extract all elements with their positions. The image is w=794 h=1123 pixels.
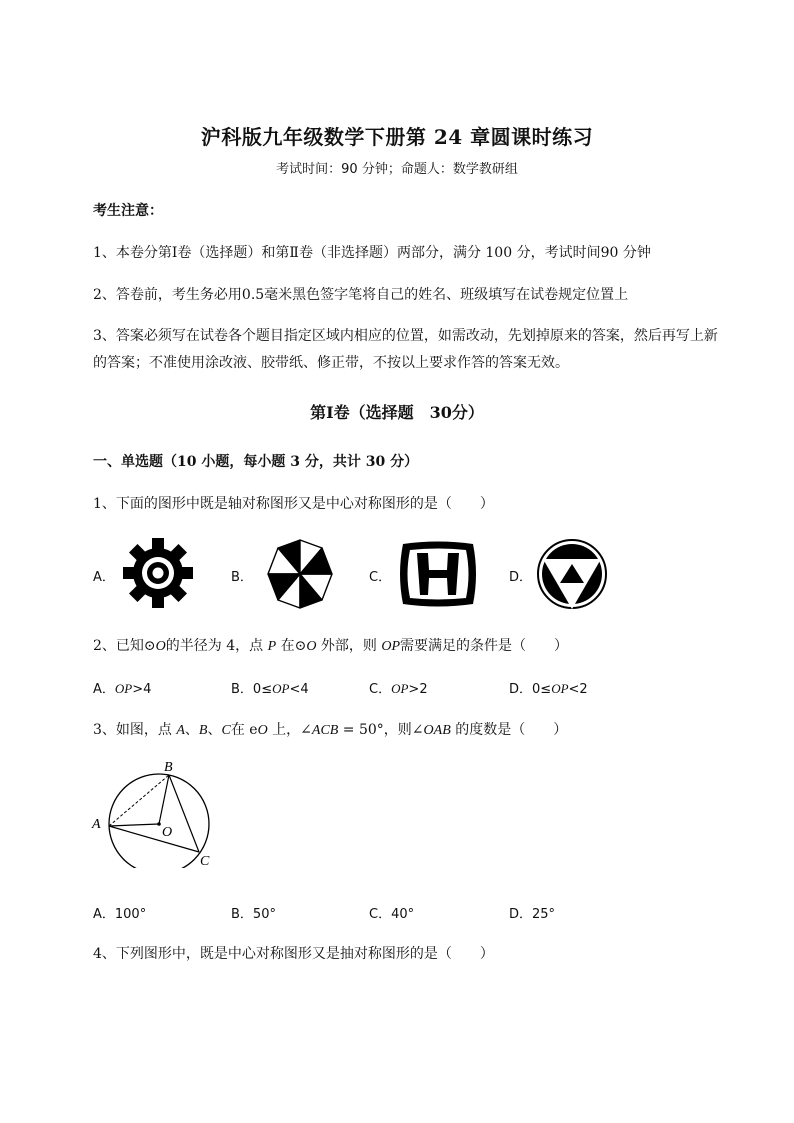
q2-option-c: C．OP>2: [369, 681, 428, 697]
question-4: 4、下列图形中，既是中心对称图形又是抽对称图形的是（ ）: [93, 946, 494, 962]
honda-logo-icon: [397, 540, 479, 608]
question-1: 1、下面的图形中既是轴对称图形又是中心对称图形的是（ ）: [93, 496, 494, 512]
q1-option-c-label: C．: [369, 570, 392, 585]
q1-option-a-label: A．: [93, 570, 115, 585]
q3-option-c: C．40°: [369, 907, 415, 922]
triangle-in-circle-icon: [536, 538, 608, 610]
q1-option-b-label: B．: [231, 570, 253, 585]
page-title: 沪科版九年级数学下册第 24 章圆课时练习: [200, 125, 594, 149]
part-heading: 一、单选题（10 小题，每小题 3 分，共计 30 分）: [93, 454, 419, 470]
label-c: C: [200, 854, 210, 868]
question-2: 2、已知⊙O的半径为 4，点 P 在⊙O 外部，则 OP需要满足的条件是（ ）: [93, 638, 569, 654]
q2-option-d: D．0≤OP<2: [509, 681, 588, 697]
radius-oa: [109, 824, 159, 826]
q3-option-b: B．50°: [231, 907, 276, 922]
q3-option-d: D．25°: [509, 907, 556, 922]
q3-option-a: A．100°: [93, 907, 147, 922]
note-3: 3、答案必须写在试卷各个题目指定区域内相应的位置，如需改动，先划掉原来的答案，然后再写上新: [93, 328, 718, 344]
chord-bc: [169, 775, 199, 852]
chord-ac: [109, 826, 199, 852]
pinwheel-icon: [262, 536, 338, 612]
question-3: 3、如图，点 A、B、C在 eO 上，∠ACB = 50°，则∠OAB 的度数是（ ）: [93, 722, 568, 738]
note-1: 1、本卷分第Ⅰ卷（选择题）和第Ⅱ卷（非选择题）两部分，满分 100 分，考试时间90 分钟: [93, 245, 651, 261]
note-2: 2、答卷前，考生务必用0.5毫米黑色签字笔将自己的姓名、班级填写在试卷规定位置上: [93, 287, 629, 303]
center-dot: [157, 822, 161, 826]
section-title: 第Ⅰ卷（选择题 30分）: [310, 403, 484, 422]
q2-option-a: A．OP>4: [93, 681, 152, 697]
q1-option-d-label: D．: [509, 570, 533, 585]
q2-option-b: B．0≤OP<4: [231, 681, 309, 697]
label-o: O: [162, 825, 173, 840]
exam-info: 考试时间：90 分钟；命题人：数学教研组: [276, 162, 518, 177]
circle-geometry-figure: [88, 756, 220, 868]
label-b: B: [164, 760, 173, 775]
notes-heading: 考生注意：: [93, 203, 163, 219]
gear-icon: [121, 536, 195, 610]
note-3-cont: 的答案；不准使用涂改液、胶带纸、修正带，不按以上要求作答的答案无效。: [93, 355, 569, 371]
label-a: A: [92, 817, 101, 832]
